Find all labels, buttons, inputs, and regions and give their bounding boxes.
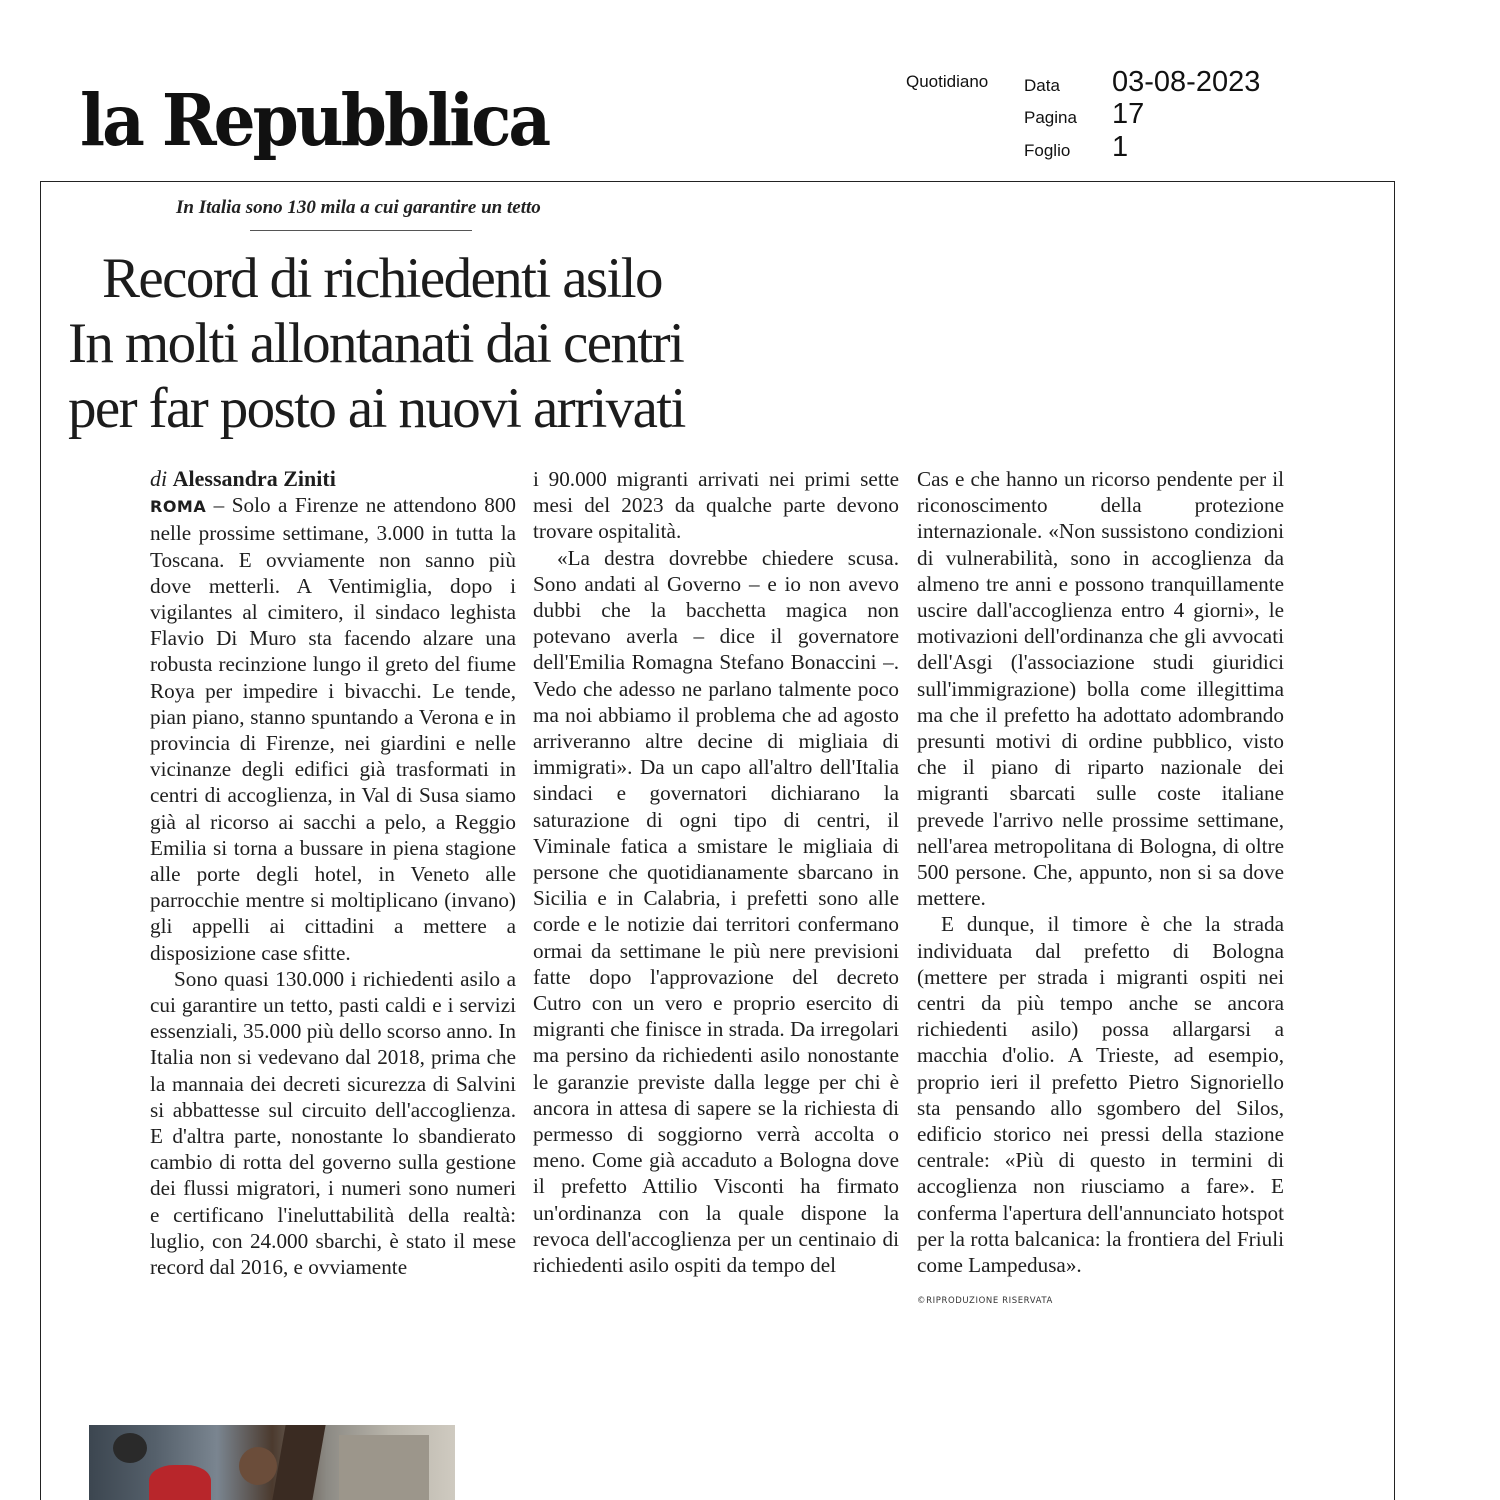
article-column-2 — [533, 466, 899, 1278]
dateline: ROMA — [150, 497, 207, 517]
photo-shape — [339, 1435, 429, 1500]
paragraph — [150, 492, 516, 966]
paragraph: «La destra dovrebbe chiedere scusa. Sono andati al Governo – e io non avevo dubbi che la bacchetta magica non potevano averla – dice il governatore dell'Emilia Romagna Stefano Bonaccini –. Vedo che adesso ne parlano talmente poco ma noi abbiamo il problema che ad agosto arriveranno altre decine di migliaia di immigrati». Da un capo all'altro dell'Italia sindaci e governatori dichiarano la saturazione di ogni tipo di centri, il Viminale fatica a smistare le migliaia di persone che quotidianamente sbarcano in Sicilia e in Calabria, i prefetti sono alle corde e le notizie dai territori confermano ormai da settimane le più nere previsioni fatte dopo l'approvazione del decreto Cutro con un vero e proprio esercito di migranti che finisce in strada. Da irregolari ma persino da richiedenti asilo nonostante le garanzie previste dalla legge per chi è ancora in attesa di sapere se la richiesta di permesso di soggiorno verrà accolta o meno. Come già accaduto a Bologna dove il prefetto Attilio Visconti ha firmato un'ordinanza con la quale dispone la revoca dell'accoglienza per un centinaio di richiedenti asilo ospiti da tempo del — [533, 545, 899, 1278]
paragraph: Cas e che hanno un ricorso pendente per il riconoscimento della protezione internazionale. «Non sussistono condizioni di vulnerabilità, sono in accoglienza da almeno tre anni e possono tranquillamente uscire dall'accoglienza entro 4 giorni», le motivazioni dell'ordinanza che gli avvocati dell'Asgi (l'associazione studi giuridici sull'immigrazione) bolla come illegittima ma che il prefetto ha adottato adombrando presunti motivi di ordine pubblico, visto che il piano di riparto nazionale dei migranti sbarcati sulle coste italiane prevede l'arrivo nelle prossime settimane, nell'area metropolitana di Bologna, di oltre 500 persone. Che, appunto, non si sa dove mettere. — [917, 467, 1284, 911]
article-photo — [89, 1425, 455, 1500]
foglio-value: 1 — [1112, 131, 1129, 163]
copyright-notice: ©RIPRODUZIONE RISERVATA — [917, 1296, 1053, 1307]
kicker: In Italia sono 130 mila a cui garantire un tetto — [176, 197, 541, 218]
article-column-1 — [150, 466, 516, 1280]
headline-line: Record di richiedenti asilo — [102, 247, 662, 310]
author-name: Alessandra Ziniti — [172, 466, 336, 491]
masthead-logo: la Repubblica — [80, 78, 549, 163]
headline-line: In molti allontanati dai centri — [68, 312, 684, 375]
paragraph: E dunque, il timore è che la strada individuata dal prefetto di Bologna (mettere per strada i migranti ospiti nei centri da più tempo anche se ancora richiedenti asilo) possa allargarsi a macchia d'olio. A Trieste, ad esempio, proprio ieri il prefetto Pietro Signoriello sta pensando allo sgombero del Silos, edificio storico nei pressi della stazione centrale: «Più di questo in termini di accoglienza non riusciamo a fare». E conferma l'apertura dell'annunciato hotspot per la rotta balcanica: la frontiera del Friuli come Lampedusa». — [917, 912, 1284, 1278]
foglio-label: Foglio — [1024, 141, 1071, 160]
pagina-label: Pagina — [1024, 108, 1077, 127]
paragraph: Sono quasi 130.000 i richiedenti asilo a cui garantire un tetto, pasti caldi e i servizi essenziali, 35.000 più dello scorso anno. In Italia non si vedevano dal 2018, prima che la mannaia dei decreti sicurezza di Salvini si abbattesse sul circuito dell'accoglienza. E d'altra parte, nonostante lo sbandierato cambio di rotta del governo sulla gestione dei flussi migratori, i numeri sono numeri e certificano l'ineluttabilità della realtà: luglio, con 24.000 sbarchi, è stato il mese record dal 2016, e ovviamente — [150, 966, 516, 1280]
data-value: 03-08-2023 — [1112, 66, 1261, 98]
headline — [68, 246, 728, 441]
byline — [150, 466, 516, 492]
dateline-separator: – — [206, 493, 232, 518]
headline-line: per far posto ai nuovi arrivati — [68, 377, 685, 440]
kicker-divider — [250, 230, 472, 231]
paragraph-text: Solo a Firenze ne attendono 800 nelle prossime settimane, 3.000 in tutta la Toscana. E ovviamente non sanno più dove metterli. A Ventimiglia, dopo i vigilantes al cimitero, il sindaco leghista Flavio Di Muro sta facendo alzare una robusta recinzione lungo il greto del fiume Roya per impedire i bivacchi. Le tende, pian piano, stanno spuntando a Verona e in provincia di Firenze, nei giardini e nelle vicinanze degli edifici già trasformati in centri di accoglienza, in Val di Susa siamo già al ricorso ai sacchi a pelo, a Reggio Emilia si torna a bussare in piena stagione alle porte degli hotel, in Veneto alle parrocchie mentre si moltiplicano (invano) gli appelli ai cittadini a mettere a disposizione case sfitte. — [150, 493, 517, 965]
photo-shape — [239, 1447, 277, 1485]
pagina-value: 17 — [1112, 98, 1145, 130]
publication-type: Quotidiano — [906, 72, 989, 91]
photo-shape — [272, 1425, 325, 1500]
photo-shape — [113, 1433, 147, 1463]
byline-prefix: di — [150, 466, 168, 491]
article-column-3 — [917, 466, 1284, 1315]
paragraph: i 90.000 migranti arrivati nei primi sette mesi del 2023 da qualche parte devono trovare ospitalità. — [533, 467, 899, 544]
data-label: Data — [1024, 76, 1060, 95]
photo-shape — [149, 1465, 211, 1500]
